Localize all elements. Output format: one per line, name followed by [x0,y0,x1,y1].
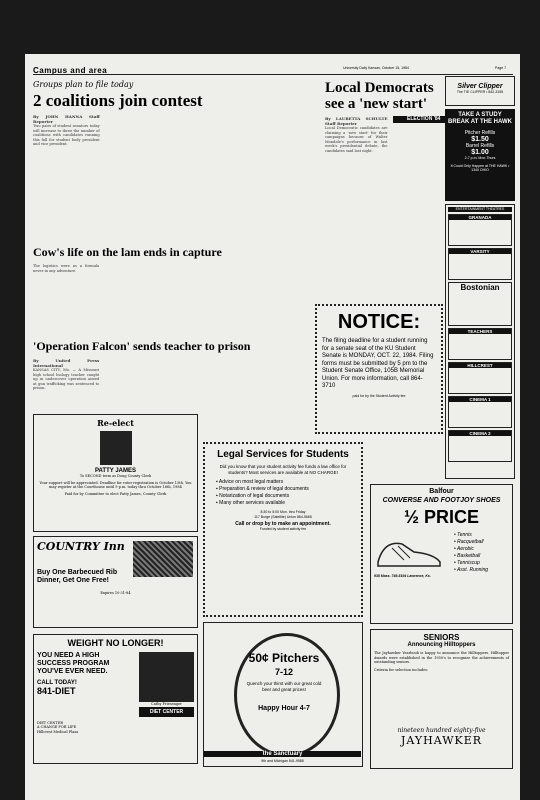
legal-service-item: ▪ Notarization of legal documents [216,493,290,499]
theater-listing [448,282,512,326]
election-logo: ELECTION '84 [393,116,456,123]
story-column [176,264,242,339]
photo-caption: Cathy Friesenger [151,702,182,706]
ad-hours: 8:30 to 5:00 Mon. thru Friday [260,510,306,514]
ad-paid: Funded by student activity fee [259,527,307,531]
byline: By LAURETTA SCHULTE Staff Reporter [325,116,388,126]
ad-subtitle: To SECOND term as Doug County Clerk [79,474,152,478]
theater-name: Bostonian [460,282,500,292]
story-column [176,114,243,244]
ad-title: CONVERSE AND FOOTJOY SHOES [382,497,501,504]
ad-movie-listings [445,204,515,479]
shoe-category-item: • Tennis [454,532,472,538]
ad-subtitle: Quench your thirst with our great cold beer and great prices! [246,681,322,692]
ad-brand: DIET CENTER [139,707,194,717]
ad-price: ½ PRICE [403,507,480,527]
ad-cta: CALL TODAY! [37,680,77,686]
story-lead: Two pairs of student senators today will increase to three the number of coalitions with candidates running this fall for student body president and vice president. [33,124,100,147]
candidate-name: PATTY JAMES [94,468,136,474]
ad-brand: Balfour [429,488,454,495]
ad-title: SENIORS [423,633,460,642]
notice-title: NOTICE: [337,311,421,333]
ad-address: 9th and Michigan 841-9588 [261,759,304,763]
ad-subtitle: Announcing Hilltoppers [407,642,476,648]
ad-price: 50¢ Pitchers [248,651,320,665]
ad-venue: the Sanctuary [204,751,361,757]
shoe-category-item: • Tenniscup [454,560,480,566]
ad-dates: 7-12 [274,667,293,677]
ad-subtitle: The TIE CLIPPER • 842-3155 [456,90,504,94]
legal-service-item: ▪ Many other services available [216,500,286,506]
ad-line: Barrel Refills [465,143,495,149]
story-column [104,264,170,339]
ad-pitchers [203,622,363,767]
phone-number[interactable]: 841-DIET [37,686,76,696]
story-democrats [325,80,455,256]
ad-price: $1.00 [471,149,489,156]
person-photo [139,652,194,702]
ad-line: Pitcher Refills [464,130,496,136]
page-number: Page 7 [495,66,507,70]
listings-header: ENTERTAINMENT THEATRES [448,207,512,212]
theater-listing [448,214,512,246]
ad-cta: Call or drop by to make an appointment. [235,521,331,527]
ad-body: The Jayhawker Yearbook is happy to announce the Hilltoppers. Hilltopper Awards were established in the 1950's to recognize the achievements of outstanding seniors. [374,651,509,664]
ad-happy-hour: Happy Hour 4-7 [258,705,310,712]
shoe-category-item: • Aerobic [454,546,474,552]
ad-title: WEIGHT NO LONGER! [67,638,164,648]
ad-seniors [370,629,513,769]
ad-hours: 2-7 p.m. Mon-Thurs [464,156,496,160]
sneaker-icon [374,532,444,570]
candidate-photo [100,431,132,465]
ad-reelect [33,414,198,532]
ad-body: Your support will be appreciated. Deadline for voter registration is October 15th. You may register at the Courthouse until 9 p.m. today thru October 16th, 1984 [39,480,192,489]
notice-body: The filing deadline for a student running for a senate seat of the KU Student Senate is MONDAY, OCT. 22, 1984. Filing forms must be submitted by 5 pm to the Student Senate Office, 105B Memorial Union. For more information, call 864-3710 [322,338,434,389]
ad-country-inn [33,536,198,628]
theater-name: CINEMA 2 [449,431,511,436]
ad-body: YOU NEED A HIGH SUCCESS PROGRAM YOU'VE EVER NEED. [37,652,110,675]
ad-title: Silver Clipper [457,83,503,90]
ad-question: Did you know that your student activity fee funds a law office for students? Most services are available at NO CHARGE! [219,464,347,475]
legal-service-item: ▪ Advice on most legal matters [216,479,284,485]
story-cow [33,244,313,339]
theater-name: HILLCREST [449,363,511,368]
story-headline: 'Operation Falcon' sends teacher to prison [33,339,251,353]
byline: By United Press International [33,358,100,368]
story-headline: 2 coalitions join contest [33,91,203,110]
ad-paid: Paid for by Committee to elect Patty James, County Clerk [64,491,167,496]
paper-dateline: University Daily Kansan, October 15, 1984 [343,66,409,70]
story-lead: The logistics were as a formula never in any adventure. [33,264,100,273]
story-continuation [250,94,320,239]
ad-legal [203,442,363,617]
ad-title: Re-elect [97,418,134,428]
theater-listing [448,396,512,428]
notice-box [315,304,443,434]
story-kicker: Groups plan to file today [33,80,134,89]
theater-listing [448,430,512,462]
notice-footer: paid for by the Student Activity fee [352,393,406,398]
shoe-category-item: • Racquetball [454,539,484,545]
story-lead: KANSAS CITY, Mo. — A Missouri high school biology teacher caught up in undercover operation aimed at gun trafficking was sentenced to prison. [33,368,100,391]
story-column [247,264,313,339]
ribs-illustration [133,541,193,577]
ad-study-break [445,109,515,201]
story-column [247,358,313,428]
header-rule [33,74,513,75]
shoe-category-item: • Asst. Running [454,567,489,573]
theater-listing [448,248,512,280]
theater-name: CINEMA 1 [449,397,511,402]
ad-footer: DIET CENTER A CHANGE FOR LIFE Hillcrest Medical Plaza [37,720,79,734]
ad-expires: Expires 10-31-84 [100,591,131,595]
section-header: Campus and area [33,66,108,75]
ad-title: COUNTRY Inn [37,540,125,553]
newspaper-page [25,54,520,800]
ad-weight [33,634,198,764]
legal-service-item: ▪ Preparation & review of legal documents [216,486,309,492]
theater-listing [448,362,512,394]
ad-title: Legal Services for Students [217,449,349,460]
ad-criteria: Criteria for selection includes: [374,667,429,672]
ad-closing: It Could Only Happen at THE HAWK • 1340 OHIO [450,163,510,172]
ad-title: TAKE A STUDY BREAK AT THE HAWK [448,112,512,125]
ad-balfour [370,484,513,624]
story-headline: Cow's life on the lam ends in capture [33,245,222,259]
story-headline: Local Democrats see a 'new start' [325,80,434,112]
ad-brand: JAYHAWKER [400,734,483,747]
ad-address: 935 Mass. 749-5194 Lawrence, Ks. [374,574,431,578]
ad-offer: Buy One Barbecued Rib Dinner, Get One Free! [37,569,118,584]
ad-address: 117 Burge (Satellite) Union 864-5665 [254,514,312,519]
ad-silver-clipper [445,76,515,106]
byline: By JOHN HANNA Staff Reporter [33,114,100,124]
story-column [105,114,172,244]
theater-name: VARSITY [449,249,511,254]
theater-name: GRANADA [449,215,511,220]
story-lead: Local Democratic candidates are claiming a 'new start' for their campaigns because of Walter Mondale's performance in last week's presidential debate, the candidates said last night. [325,126,388,153]
story-coalitions [33,80,243,244]
theater-name: TEACHERS [449,329,511,334]
theater-listing [448,328,512,360]
ad-price: $1.50 [471,136,489,143]
ad-footer: nineteen hundred eighty-five [397,727,486,734]
shoe-category-item: • Basketball [454,553,481,559]
